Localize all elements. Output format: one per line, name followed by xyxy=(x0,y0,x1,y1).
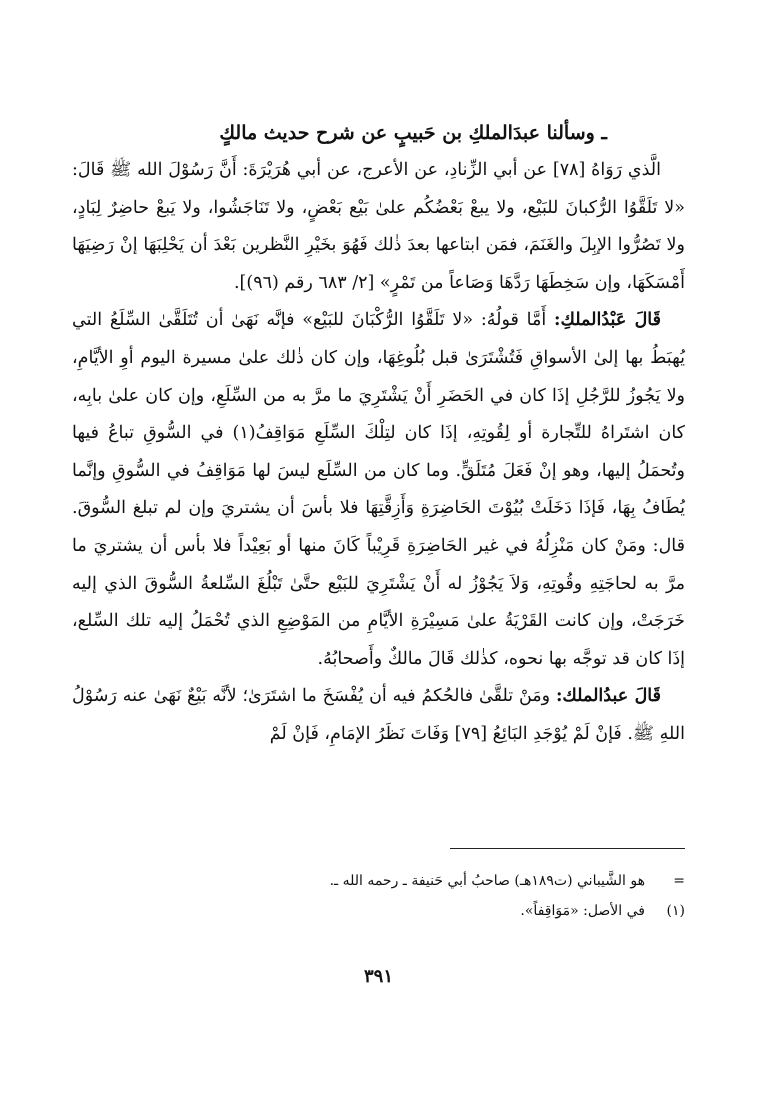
paragraph-speaker: قَالَ عَبْدُالملكِ: xyxy=(554,310,661,331)
footnote-mark: (١) xyxy=(666,903,685,919)
page-number: ٣٩١ xyxy=(363,966,393,987)
footnote-1 xyxy=(72,896,685,926)
main-text xyxy=(72,152,685,754)
footnote-text: هو الشَّيباني (ت١٨٩هـ) صاحبُ أبي حَنيفة ـ رحمه الله ـ. xyxy=(329,873,645,889)
footnotes xyxy=(72,866,685,926)
footnote-continuation xyxy=(72,866,685,896)
paragraph-text: الَّذي رَوَاهُ [٧٨] عن أبي الزِّنادِ، عن الأعرج، عن أبي هُرَيْرَةَ: أَنَّ رَسُوْلَ الله ﷺ قَالَ: «لا تَلَقَّوُا الرُّكبانَ للبَيْع، ولا يبعْ بَعْضُكُم علىٰ بَيْع بَعْضٍ، ولا تَنَاجَشُوا، ولا يَبعْ حاضِرٌ لِبَادٍ، ولا تَصُرُّوا الإبِلَ والغَنَمَ، فمَن ابتاعها بعدَ ذٰلك فَهُوَ بخَيْرِ النَّظرين بَعْدَ أن يَحْلِبَهَا إنْ رَضِيَهَا أَمْسَكَهَا، وإن سَخِطَهَا رَدَّهَا وَصَاعاً من تَمْرٍ» [٢/ ٦٨٣ رقم (٩٦)]. xyxy=(72,160,685,293)
paragraph-text: ومَنْ تلقَّىٰ فالحُكمُ فيه أن يُفْسَخَ ما اشتَرَىٰ؛ لأنَّه بَيْعٌ نَهَىٰ عنه رَسُوْلُ اللهِ ﷺ. فَإنْ لَمْ يُوْجَدِ البَائِعُ [٧٩] وَفَاتَ نَظَرُ الإمَامِ، فَإنْ لَمْ xyxy=(72,686,685,744)
paragraph-speaker: قَالَ عبدُالملك: xyxy=(555,686,661,707)
paragraph-text: أَمَّا قولُهُ: «لا تَلَقَّوُا الرُّكْبَانَ للبَيْع» فإنَّه نَهَىٰ أن تُتَلَقَّىٰ السِّلَعُ التي يُهبَطُ بها إلىٰ الأسواقِ فَتُشْتَرَىٰ قبل بُلُوغِهَا، وإن كان ذٰلك علىٰ مسيرة اليوم أوِ الأيَّامِ، ولا يَجُوزُ للرَّجُلِ إذَا كان في الحَضَرِ أَنْ يَشْتَرِيَ ما مرَّ به من السِّلَعِ، وإن كان علىٰ بابِه، كان اشتَراهُ للتِّجارة أو لِقُوتِهِ، إذَا كان لتِلْكَ السِّلَعِ مَوَاقِفُ(١) في السُّوقِ تباعُ فيها وتُحمَلُ إليها، وهو إنْ فَعَلَ مُتَلَقٍّ. وما كان من السِّلَع ليسَ لها مَوَاقِفُ في السُّوقِ وإنَّما يُطَافُ بِهَا، فَإذَا دَخَلَتْ بُيُوْتَ الحَاضِرَةِ وَأَزِقَّتِهَا فلا بأسَ أن يشتريَ وإن لم تبلغ السُّوقَ. قال: ومَنْ كان مَنْزِلُهُ في غير الحَاضِرَةِ قَرِيْباً كَانَ منها أو بَعِيْداً فلا بأس أن يشتريَ ما مرَّ به لحاجَتِهِ وقُوتِهِ، وَلاَ يَجُوْزُ له أَنْ يَشْتَرِيَ للبَيْع حتَّىٰ تَبْلُغَ السِّلعةُ السُّوقَ الذي إليه خَرَجَتْ، وإن كانت القَرْيَةُ علىٰ مَسِيْرَةِ الأيَّامِ من المَوْضِعِ الذي تُحْمَلُ إليه تلك السِّلع، إذَا كان قد توجَّه بها نحوه، كذٰلك قَالَ مالكٌ وأَصحابُهُ. xyxy=(72,310,685,669)
footnote-text: في الأصل: «مَوَاقِفاً». xyxy=(520,903,645,919)
paragraph-commentary-2 xyxy=(72,678,685,753)
paragraph-commentary-1 xyxy=(72,302,685,678)
footnote-divider xyxy=(450,848,685,849)
section-heading: ـ وسألنا عبدَالملكِ بن حَبيبٍ عن شرح حديث مالكٍ xyxy=(219,122,607,144)
footnote-mark: = xyxy=(673,873,685,889)
paragraph-hadith xyxy=(72,152,685,302)
